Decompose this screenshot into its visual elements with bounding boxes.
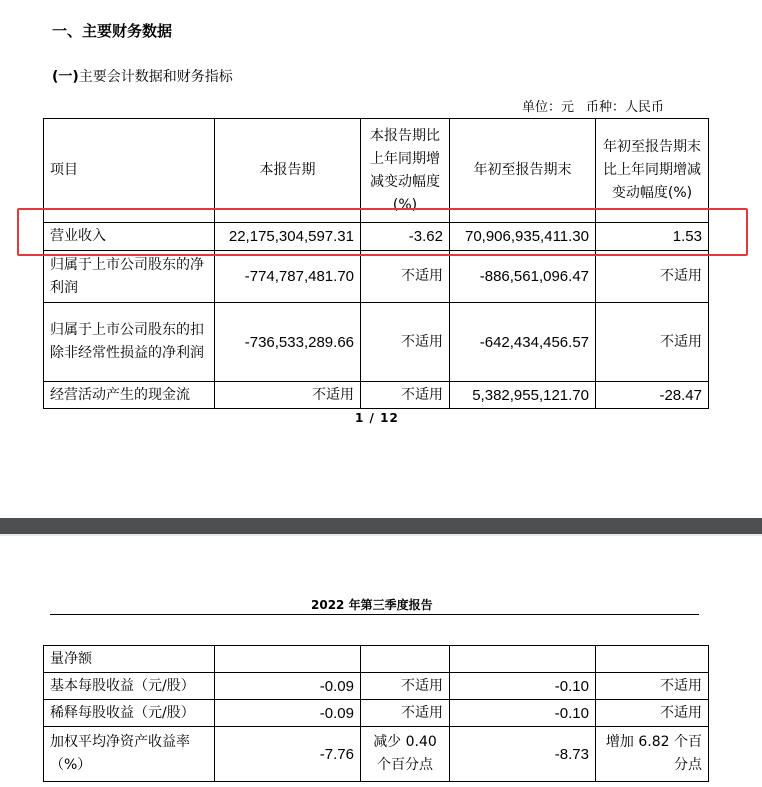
cell-value: 减少 0.40 个百分点 [361,727,450,782]
title-rule [50,614,699,615]
table-row [44,646,709,673]
cell-value: -642,434,456.57 [450,303,596,382]
currency-label: 币种：人民币 [586,100,665,115]
cell-value: 不适用 [215,382,361,409]
table-row [44,382,709,409]
header-cell: 本报告期 [215,119,361,223]
highlight-box [17,208,748,256]
header-cell: 本报告期比上年同期增减变动幅度(%) [361,119,450,223]
cell-value: -0.10 [450,700,596,727]
table-header-row [44,119,709,223]
row-label: 加权平均净资产收益率（%） [44,727,215,782]
cell-value: -7.76 [215,727,361,782]
header-cell: 年初至报告期末比上年同期增减变动幅度(%) [596,119,709,223]
cell-value: 22,175,304,597.31 [215,223,361,251]
cell-value: -736,533,289.66 [215,303,361,382]
page-indicator: 1 / 12 [355,411,399,425]
row-label: 归属于上市公司股东的扣除非经常性损益的净利润 [44,303,215,382]
row-label: 营业收入 [44,223,215,251]
table-row [44,251,709,303]
cell-value: 不适用 [361,382,450,409]
table-row [44,303,709,382]
cell-value: -0.10 [450,673,596,700]
row-label: 归属于上市公司股东的净利润 [44,251,215,303]
cell-value: 1.53 [596,223,709,251]
cell-value [361,646,450,673]
cell-value: 70,906,935,411.30 [450,223,596,251]
report-title: 2022 年第三季度报告 [311,598,433,612]
subsection-prefix: (一) [52,69,79,85]
cell-value: -886,561,096.47 [450,251,596,303]
financial-table-2 [43,645,709,782]
table-row [44,700,709,727]
subsection-heading [52,66,233,86]
page-divider [0,518,762,534]
cell-value: -0.09 [215,700,361,727]
unit-line [522,96,676,115]
section-title: 一、主要财务数据 [52,22,173,40]
cell-value: 不适用 [361,700,450,727]
cell-value: 5,382,955,121.70 [450,382,596,409]
subsection-title: 主要会计数据和财务指标 [78,69,233,85]
cell-value: -3.62 [361,223,450,251]
header-cell: 项目 [44,119,215,223]
cell-value: 不适用 [596,303,709,382]
row-label: 量净额 [44,646,215,673]
cell-value: -28.47 [596,382,709,409]
cell-value: 增加 6.82 个百分点 [596,727,709,782]
cell-value [596,646,709,673]
cell-value: 不适用 [596,251,709,303]
row-label: 稀释每股收益（元/股） [44,700,215,727]
table-row [44,727,709,782]
cell-value: 不适用 [361,251,450,303]
cell-value: 不适用 [361,303,450,382]
cell-value: -8.73 [450,727,596,782]
cell-value [450,646,596,673]
financial-table-1 [43,118,709,409]
cell-value: -0.09 [215,673,361,700]
header-cell: 年初至报告期末 [450,119,596,223]
cell-value: 不适用 [596,673,709,700]
table-row [44,673,709,700]
cell-value: 不适用 [361,673,450,700]
unit-label: 单位：元 [522,100,575,115]
cell-value: -774,787,481.70 [215,251,361,303]
cell-value [215,646,361,673]
row-label: 经营活动产生的现金流 [44,382,215,409]
row-label: 基本每股收益（元/股） [44,673,215,700]
page-gap [0,534,762,536]
cell-value: 不适用 [596,700,709,727]
